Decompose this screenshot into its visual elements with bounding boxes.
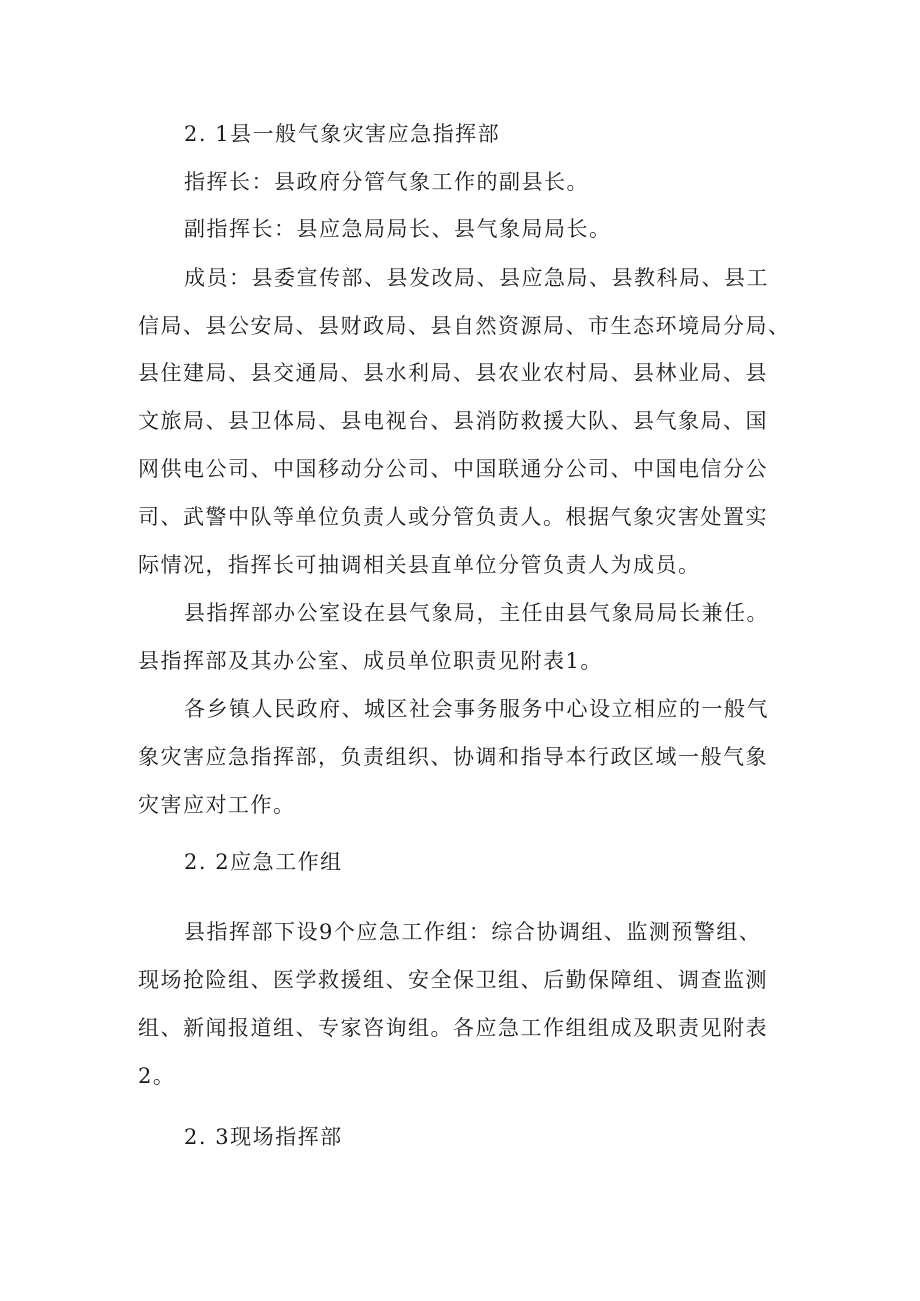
commander-line: 指挥长：县政府分管气象工作的副县长。	[184, 170, 589, 194]
members-paragraph-line: 县住建局、县交通局、县水利局、县农业农村局、县林业局、县	[138, 361, 768, 385]
work-groups-paragraph-line: 现场抢险组、医学救援组、安全保卫组、后勤保障组、调查监测	[138, 968, 768, 992]
section-heading-2-2: 2. 2应急工作组	[184, 850, 343, 874]
members-paragraph-line: 司、武警中队等单位负责人或分管负责人。根据气象灾害处置实	[138, 505, 768, 529]
members-paragraph-line: 信局、县公安局、县财政局、县自然资源局、市生态环境局分局、	[138, 314, 791, 338]
office-paragraph-line: 县指挥部及其办公室、成员单位职责见附表1。	[138, 649, 603, 673]
work-groups-paragraph-line: 2。	[138, 1064, 176, 1088]
members-paragraph-line: 文旅局、县卫体局、县电视台、县消防救援大队、县气象局、国	[138, 409, 768, 433]
township-paragraph-line: 象灾害应急指挥部，负责组织、协调和指导本行政区域一般气象	[138, 745, 768, 769]
work-groups-paragraph-line: 县指挥部下设9个应急工作组：综合协调组、监测预警组、	[184, 920, 762, 944]
section-heading-2-1: 2. 1县一般气象灾害应急指挥部	[184, 122, 501, 146]
section-heading-2-3: 2. 3现场指挥部	[184, 1125, 343, 1149]
office-paragraph-line: 县指挥部办公室设在县气象局，主任由县气象局局长兼任。	[184, 601, 769, 625]
members-paragraph-line: 际情况，指挥长可抽调相关县直单位分管负责人为成员。	[138, 553, 701, 577]
members-paragraph-line: 网供电公司、中国移动分公司、中国联通分公司、中国电信分公	[138, 457, 768, 481]
work-groups-paragraph-line: 组、新闻报道组、专家咨询组。各应急工作组组成及职责见附表	[138, 1016, 768, 1040]
township-paragraph-line: 各乡镇人民政府、城区社会事务服务中心设立相应的一般气	[184, 697, 769, 721]
members-paragraph-line: 成员：县委宣传部、县发改局、县应急局、县教科局、县工	[184, 266, 769, 290]
deputy-commander-line: 副指挥长：县应急局局长、县气象局局长。	[184, 217, 612, 241]
township-paragraph-line: 灾害应对工作。	[138, 793, 296, 817]
